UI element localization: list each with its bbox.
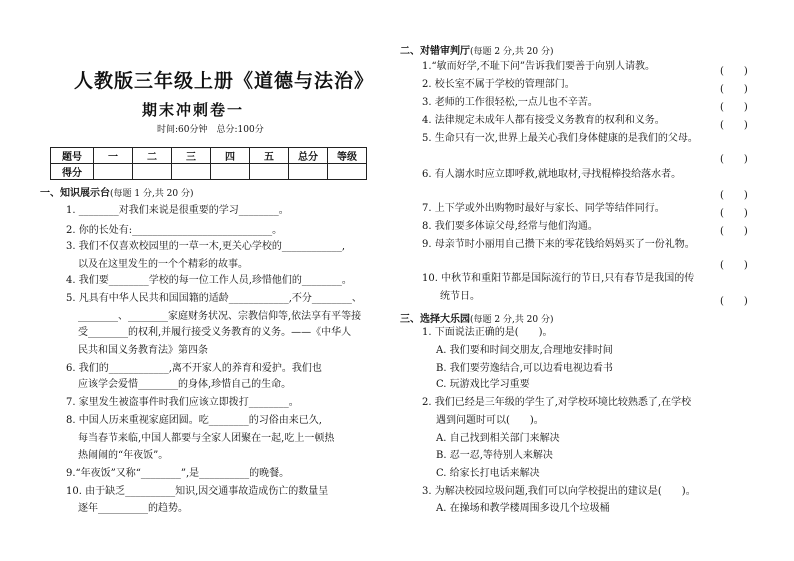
answer-parentheses[interactable]: ( ) [720,260,748,271]
choice-question: 1. 下面说法正确的是( )。 [422,327,553,338]
judge-item: 4. 法律规定未成年人都有接受义务教育的权利和义务。 [422,115,665,126]
answer-parentheses[interactable]: ( ) [720,226,748,237]
judge-item: 6. 有人溺水时应立即呼救,就地取材,寻找棍棒投给落水者。 [422,169,682,180]
question-line: 应该学会爱惜________的身体,珍惜自己的生命。 [78,379,292,390]
question-line: 民共和国义务教育法》第四条 [78,345,208,356]
score-cell: 得分 [51,164,94,180]
question-line: 3. 我们不仅喜欢校园里的一草一木,更关心学校的____________, [66,241,346,252]
score-table-score-row [51,164,367,180]
score-cell: 题号 [51,148,94,164]
score-cell: 等级 [328,148,367,164]
score-cell: 二 [133,148,172,164]
section-title: 二、对错审判厅 [400,46,470,57]
choice-option[interactable]: C. 玩游戏比学习重要 [436,379,530,390]
question-line: 热闹闹的“年夜饭”。 [78,450,169,461]
answer-parentheses[interactable]: ( ) [720,154,748,165]
score-cell: 五 [250,148,289,164]
choice-option[interactable]: A. 自己找到相关部门来解决 [436,433,560,444]
choice-question: 2. 我们已经是三年级的学生了,对学校环境比较熟悉了,在学校 [422,397,692,408]
judge-item: 统节日。 [440,291,480,302]
time-info: 时间:60分钟 总分:100分 [157,125,264,135]
score-input-cell[interactable] [250,164,289,180]
section3-heading [400,310,554,325]
judge-item: 8. 我们要多体谅父母,经常与他们沟通。 [422,221,598,232]
judge-item: 3. 老师的工作很轻松,一点儿也不辛苦。 [422,97,598,108]
score-input-cell[interactable] [133,164,172,180]
section2-heading [400,42,554,57]
score-input-cell[interactable] [289,164,328,180]
question-line: 8. 中国人历来重视家庭团圆。吃________的习俗由来已久, [66,415,322,426]
section-note: (每题 2 分,共 20 分) [470,315,554,325]
question-line: 5. 凡具有中华人民共和国国籍的适龄____________,不分________、 [66,293,362,304]
choice-option[interactable]: B. 忍一忍,等待别人来解决 [436,450,553,461]
question-line: 7. 家里发生被盗事件时我们应该立即拨打________。 [66,397,299,408]
score-table-header-row [51,148,367,164]
score-cell: 总分 [289,148,328,164]
choice-option[interactable]: A. 我们要和时间交朋友,合理地安排时间 [436,345,613,356]
choice-question: 遇到问题时可以( )。 [436,415,544,426]
page-title: 人教版三年级上册《道德与法治》 [74,70,375,92]
judge-item: 10. 中秋节和重阳节都是国际流行的节日,只有春节是我国的传 [422,273,695,284]
answer-parentheses[interactable]: ( ) [720,190,748,201]
section-note: (每题 1 分,共 20 分) [110,189,194,199]
choice-option[interactable]: C. 给家长打电话来解决 [436,468,540,479]
score-cell: 四 [211,148,250,164]
question-line: 4. 我们要________学校的每一位工作人员,珍惜他们的________。 [66,275,352,286]
answer-parentheses[interactable]: ( ) [720,120,748,131]
question-line: 每当春节来临,中国人都要与全家人团聚在一起,吃上一顿热 [78,433,335,444]
score-input-cell[interactable] [211,164,250,180]
question-line: 受________的权利,并履行接受义务教育的义务。——《中华人 [78,327,352,338]
section-title: 三、选择大乐园 [400,314,470,325]
judge-item: 5. 生命只有一次,世界上最关心我们身体健康的是我们的父母。 [422,133,698,144]
answer-parentheses[interactable]: ( ) [720,296,748,307]
score-input-cell[interactable] [172,164,211,180]
question-line: 6. 我们的____________,离不开家人的养育和爱护。我们也 [66,363,322,374]
question-line: 1. ________对我们来说是很重要的学习________。 [66,205,289,216]
question-line: 逐年__________的趋势。 [78,503,188,514]
answer-parentheses[interactable]: ( ) [720,208,748,219]
question-line: 10. 由于缺乏__________知识,因交通事故造成伤亡的数量呈 [66,486,329,497]
judge-item: 1.“敏而好学,不耻下问”告诉我们要善于向别人请教。 [422,61,655,72]
score-input-cell[interactable] [328,164,367,180]
score-cell: 三 [172,148,211,164]
score-cell: 一 [94,148,133,164]
score-table [50,147,367,180]
answer-parentheses[interactable]: ( ) [720,102,748,113]
question-line: 9.“年夜饭”又称“________”,是__________的晚餐。 [66,468,290,479]
section-note: (每题 2 分,共 20 分) [470,47,554,57]
section-title: 一、知识展示台 [40,188,110,199]
choice-question: 3. 为解决校园垃圾问题,我们可以向学校提出的建议是( )。 [422,486,696,497]
question-line: 2. 你的长处有:____________________________。 [66,225,283,236]
judge-item: 2. 校长室不属于学校的管理部门。 [422,79,575,90]
choice-option[interactable]: B. 我们要劳逸结合,可以边看电视边看书 [436,363,613,374]
answer-parentheses[interactable]: ( ) [720,84,748,95]
question-line: 以及在这里发生的一个个精彩的故事。 [78,259,248,270]
section1-heading [40,184,194,199]
question-line: ________、________家庭财务状况、宗教信仰等,依法享有平等接 [78,311,362,322]
judge-item: 7. 上下学或外出购物时最好与家长、同学等结伴同行。 [422,203,665,214]
paper-subtitle: 期末冲刺卷一 [142,101,245,119]
answer-parentheses[interactable]: ( ) [720,66,748,77]
choice-option[interactable]: A. 在操场和教学楼周围多设几个垃圾桶 [436,503,610,514]
judge-item: 9. 母亲节时小丽用自己攒下来的零花钱给妈妈买了一份礼物。 [422,239,695,250]
score-input-cell[interactable] [94,164,133,180]
